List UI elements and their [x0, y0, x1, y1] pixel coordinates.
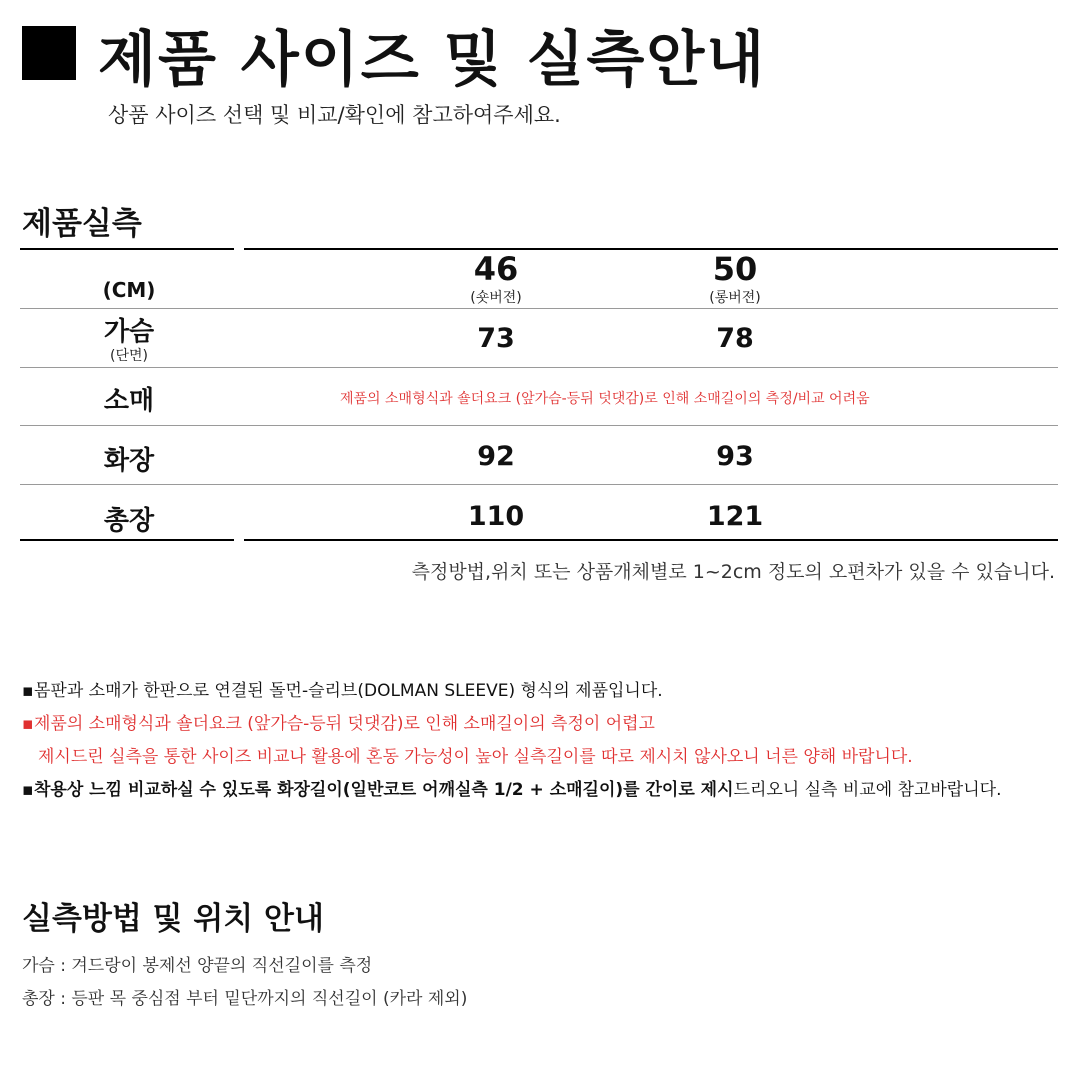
- method-line-length: 총장 : 등판 목 중심점 부터 밑단까지의 직선길이 (카라 제외): [22, 989, 468, 1009]
- method-section-title: 실측방법 및 위치 안내: [22, 901, 324, 937]
- size-50-header: 50: [712, 250, 758, 288]
- unit-label: (CM): [102, 278, 156, 302]
- note-line-1: [22, 676, 663, 701]
- row-label-hwajang: 화장: [103, 446, 155, 476]
- sleeve-note: 제품의 소매형식과 숄더요크 (앞가슴-등뒤 덧댓감)로 인해 소매길이의 측정/비교 어려움: [340, 391, 870, 407]
- row-divider: [20, 484, 1058, 485]
- size-46-note: (숏버젼): [470, 290, 522, 306]
- row-divider: [20, 367, 1058, 368]
- bullet-icon: ▪: [22, 780, 34, 800]
- size-50-note: (롱버젼): [709, 290, 761, 306]
- hwajang-46-value: 92: [477, 441, 515, 472]
- table-top-rule-left: [20, 248, 234, 250]
- chest-46-value: 73: [477, 323, 515, 354]
- note-text-2: 제품의 소매형식과 숄더요크 (앞가슴-등뒤 덧댓감)로 인해 소매길이의 측정이 어렵고: [34, 714, 655, 734]
- hwajang-50-value: 93: [716, 441, 754, 472]
- row-sublabel-chest: (단면): [110, 348, 148, 364]
- length-50-value: 121: [706, 501, 764, 532]
- page-title: 제품 사이즈 및 실측안내: [98, 25, 767, 95]
- note-line-4: [22, 775, 1001, 800]
- page-subtitle: 상품 사이즈 선택 및 비교/확인에 참고하여주세요.: [108, 103, 561, 127]
- row-divider: [20, 308, 1058, 309]
- bullet-icon: ▪: [22, 714, 34, 734]
- note-line-2: [22, 709, 655, 734]
- length-46-value: 110: [467, 501, 525, 532]
- note-text-4-bold: 착용상 느낌 비교하실 수 있도록 화장길이(일반코트 어깨실측 1/2 + 소매길이)를 간이로 제시: [34, 780, 734, 800]
- note-text-1: 몸판과 소매가 한판으로 연결된 돌먼-슬리브(DOLMAN SLEEVE) 형식의 제품입니다.: [34, 681, 663, 701]
- bullet-icon: ▪: [22, 681, 34, 701]
- title-square-icon: [22, 26, 76, 80]
- table-bottom-rule-left: [20, 539, 234, 541]
- row-label-chest: 가슴: [103, 317, 155, 347]
- method-line-chest: 가슴 : 겨드랑이 봉제선 양끝의 직선길이를 측정: [22, 956, 373, 976]
- table-bottom-rule-right: [244, 539, 1058, 541]
- measurement-caption: 측정방법,위치 또는 상품개체별로 1~2cm 정도의 오편차가 있을 수 있습니다.: [411, 561, 1055, 583]
- row-label-sleeve: 소매: [103, 386, 155, 416]
- note-text-3: 제시드린 실측을 통한 사이즈 비교나 활용에 혼동 가능성이 높아 실측길이를 따로 제시치 않사오니 너른 양해 바랍니다.: [38, 747, 913, 767]
- size-46-header: 46: [473, 250, 519, 288]
- note-text-4-rest: 드리오니 실측 비교에 참고바랍니다.: [733, 780, 1002, 800]
- measure-section-title: 제품실측: [22, 206, 142, 242]
- row-label-length: 총장: [103, 506, 155, 536]
- row-divider: [20, 425, 1058, 426]
- chest-50-value: 78: [716, 323, 754, 354]
